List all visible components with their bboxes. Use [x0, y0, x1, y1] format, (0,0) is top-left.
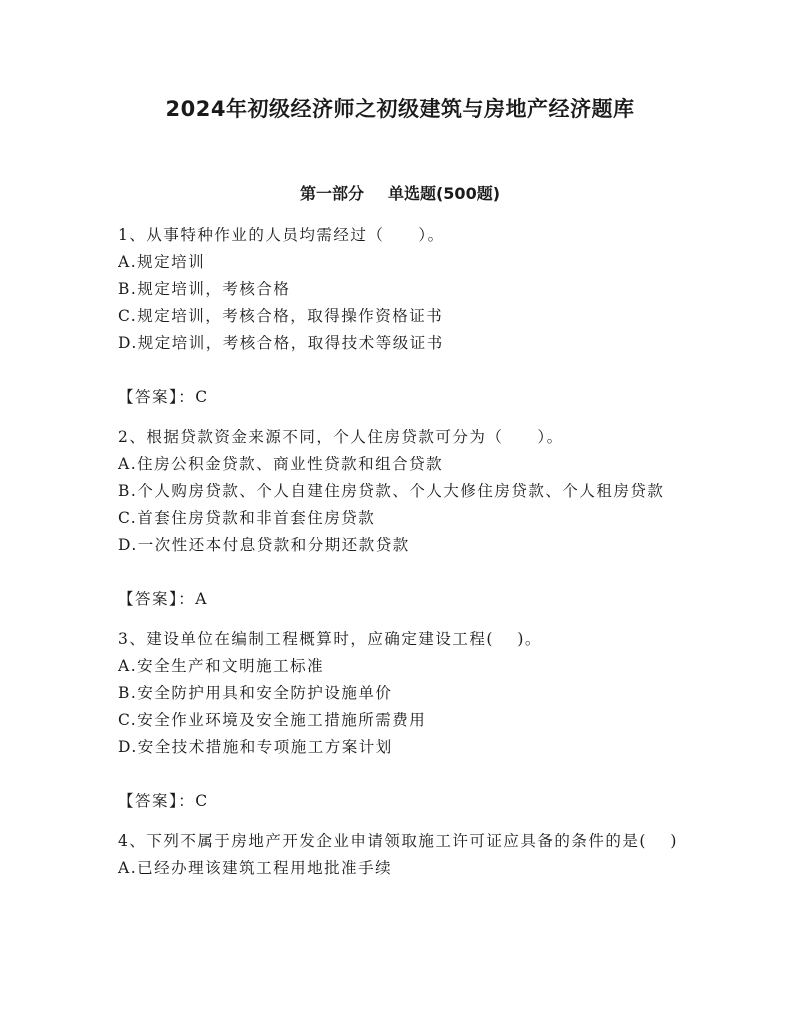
answer-line — [118, 788, 683, 815]
answer-line — [118, 384, 683, 411]
section-part: 第一部分 — [299, 184, 364, 203]
section-heading — [0, 182, 800, 206]
question-2 — [118, 424, 683, 613]
answer-line — [118, 586, 683, 613]
answer-label: 【答案】： — [118, 792, 196, 810]
option-a: A.住房公积金贷款、商业性贷款和组合贷款 — [118, 455, 444, 473]
question-4 — [118, 828, 683, 882]
option-b: B.个人购房贷款、个人自建住房贷款、个人大修住房贷款、个人租房贷款 — [118, 482, 665, 500]
document-title: 2024年初级经济师之初级建筑与房地产经济题库 — [165, 97, 635, 121]
option-a: A.规定培训 — [118, 253, 206, 271]
option-b: B.安全防护用具和安全防护设施单价 — [118, 684, 393, 702]
question-stem: 1、从事特种作业的人员均需经过（ ）。 — [118, 226, 445, 244]
answer-value: C — [195, 388, 209, 406]
question-stem: 3、建设单位在编制工程概算时，应确定建设工程( )。 — [118, 630, 542, 648]
answer-label: 【答案】： — [118, 590, 196, 608]
option-c: C.安全作业环境及安全施工措施所需费用 — [118, 711, 427, 729]
option-a: A.安全生产和文明施工标准 — [118, 657, 325, 675]
section-name: 单选题(500题) — [387, 184, 501, 203]
option-d: D.一次性还本付息贷款和分期还款贷款 — [118, 536, 410, 554]
option-c: C.首套住房贷款和非首套住房贷款 — [118, 509, 376, 527]
answer-value: C — [195, 792, 209, 810]
question-1 — [118, 222, 683, 411]
question-stem: 4、下列不属于房地产开发企业申请领取施工许可证应具备的条件的是( ) — [118, 832, 678, 850]
question-list — [118, 222, 683, 882]
option-c: C.规定培训，考核合格，取得操作资格证书 — [118, 307, 444, 325]
option-a: A.已经办理该建筑工程用地批准手续 — [118, 859, 393, 877]
answer-label: 【答案】： — [118, 388, 196, 406]
option-d: D.规定培训，考核合格，取得技术等级证书 — [118, 334, 444, 352]
option-b: B.规定培训，考核合格 — [118, 280, 291, 298]
option-d: D.安全技术措施和专项施工方案计划 — [118, 738, 393, 756]
question-3 — [118, 626, 683, 815]
answer-value: A — [195, 590, 208, 608]
question-stem: 2、根据贷款资金来源不同，个人住房贷款可分为（ ）。 — [118, 428, 564, 446]
